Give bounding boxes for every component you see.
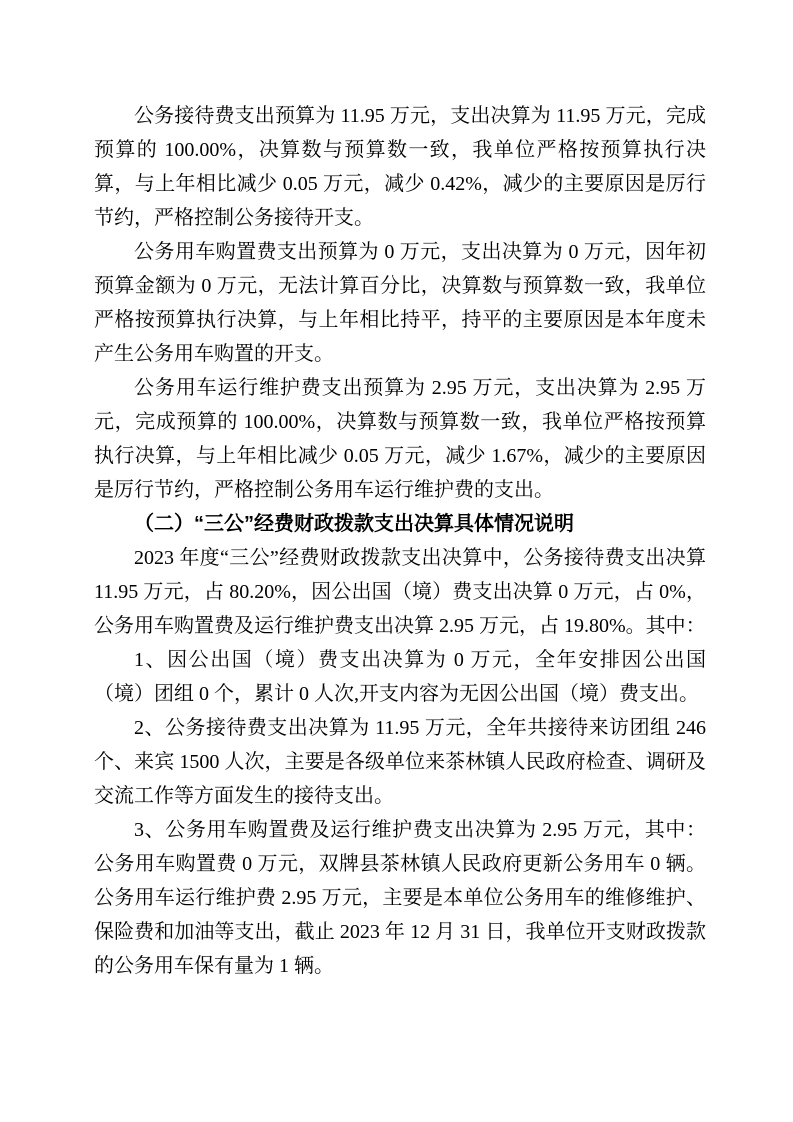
paragraph-vehicle-maintenance-budget: 公务用车运行维护费支出预算为 2.95 万元，支出决算为 2.95 万元，完成预算的 100.00%，决算数与预算数一致，我单位严格按预算执行决算，与上年相比减少 0.05 万元，减少 1.67%，减少的主要原因是厉行节约，严格控制公务用车运行维护费的支出。 [94, 377, 706, 501]
paragraph-item-1-overseas-trips: 1、因公出国（境）费支出决算为 0 万元，全年安排因公出国（境）团组 0 个，累计 0 人次,开支内容为无因公出国（境）费支出。 [94, 649, 706, 705]
paragraph-reception-budget: 公务接待费支出预算为 11.95 万元，支出决算为 11.95 万元，完成预算的 100.00%，决算数与预算数一致，我单位严格按预算执行决算，与上年相比减少 0.05 万元，减少 0.42%，减少的主要原因是厉行节约，严格控制公务接待开支。 [94, 105, 706, 229]
section-heading-three-public-expenses: （二）“三公”经费财政拨款支出决算具体情况说明 [134, 513, 574, 535]
paragraph-three-public-overview: 2023 年度“三公”经费财政拨款支出决算中，公务接待费支出决算 11.95 万元，占 80.20%，因公出国（境）费支出决算 0 万元，占 0%，公务用车购置费及运行维护费支出决算 2.95 万元，占 19.80%。其中： [94, 547, 706, 637]
paragraph-vehicle-purchase-budget: 公务用车购置费支出预算为 0 万元，支出决算为 0 万元，因年初预算金额为 0 万元，无法计算百分比，决算数与预算数一致，我单位严格按预算执行决算，与上年相比持平，持平的主要原因是本年度未产生公务用车购置的开支。 [94, 241, 706, 365]
document-text-block [94, 99, 706, 983]
paragraph-item-2-official-reception: 2、公务接待费支出决算为 11.95 万元，全年共接待来访团组 246 个、来宾 1500 人次，主要是各级单位来茶林镇人民政府检查、调研及交流工作等方面发生的接待支出。 [94, 717, 706, 807]
paragraph-item-3-vehicle-expenses: 3、公务用车购置费及运行维护费支出决算为 2.95 万元，其中：公务用车购置费 0 万元，双牌县茶林镇人民政府更新公务用车 0 辆。公务用车运行维护费 2.95 万元，主要是本单位公务用车的维修维护、保险费和加油等支出，截止 2023 年 12 月 31 日，我单位开支财政拨款的公务用车保有量为 1 辆。 [94, 819, 706, 977]
